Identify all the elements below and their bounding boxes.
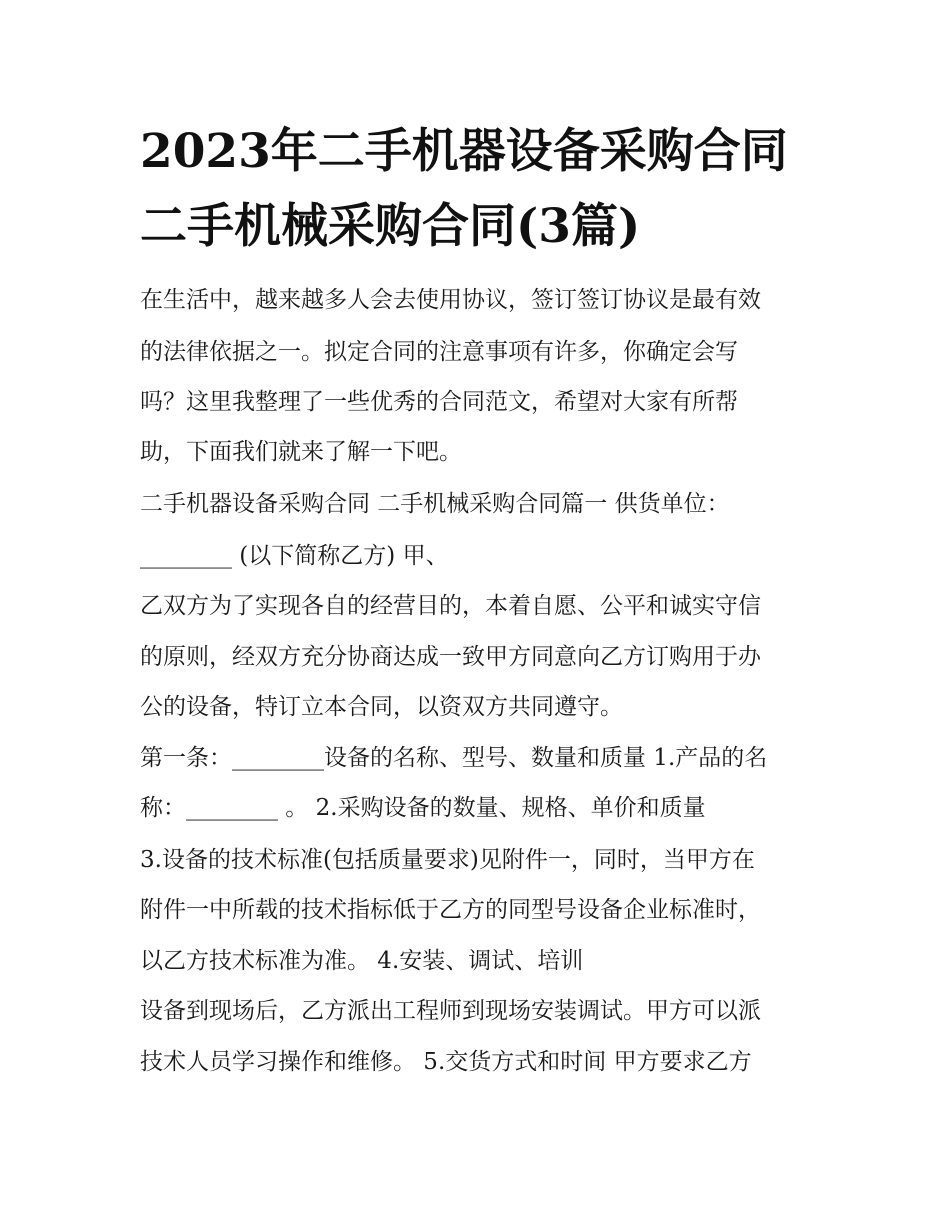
- body-line: 乙双方为了实现各自的经营目的，本着自愿、公平和诚实守信: [140, 593, 761, 619]
- body-line: 助，下面我们就来了解一下吧。: [140, 439, 462, 465]
- body-line: 技术人员学习操作和维修。 5.交货方式和时间 甲方要求乙方: [140, 1049, 752, 1075]
- body-line: 3.设备的技术标准(包括质量要求)见附件一，同时，当甲方在: [140, 847, 755, 873]
- document-title-line-2: 二手机械采购合同(3篇): [140, 199, 641, 254]
- body-line: 的原则，经双方充分协商达成一致甲方同意向乙方订购用于办: [140, 644, 761, 670]
- body-line: 二手机器设备采购合同 二手机械采购合同篇一 供货单位：: [140, 491, 730, 517]
- body-line: 设备到现场后，乙方派出工程师到现场安装调试。甲方可以派: [140, 998, 761, 1024]
- body-line: 称：________ 。 2.采购设备的数量、规格、单价和质量: [140, 795, 706, 821]
- body-line: 吗？这里我整理了一些优秀的合同范文，希望对大家有所帮: [140, 389, 738, 415]
- document-title-line-1: 2023年二手机器设备采购合同: [140, 124, 788, 179]
- body-line: 在生活中，越来越多人会去使用协议，签订签订协议是最有效: [140, 287, 761, 313]
- body-line: 的法律依据之一。拟定合同的注意事项有许多，你确定会写: [140, 339, 738, 365]
- body-line: 第一条：________设备的名称、型号、数量和质量 1.产品的名: [140, 745, 768, 771]
- body-line: 附件一中所载的技术指标低于乙方的同型号设备企业标准时，: [140, 897, 761, 923]
- body-line: 以乙方技术标准为准。 4.安装、调试、培训: [140, 948, 584, 974]
- body-line: 公的设备，特订立本合同，以资双方共同遵守。: [140, 694, 623, 720]
- body-line: ________ (以下简称乙方) 甲、: [140, 543, 449, 569]
